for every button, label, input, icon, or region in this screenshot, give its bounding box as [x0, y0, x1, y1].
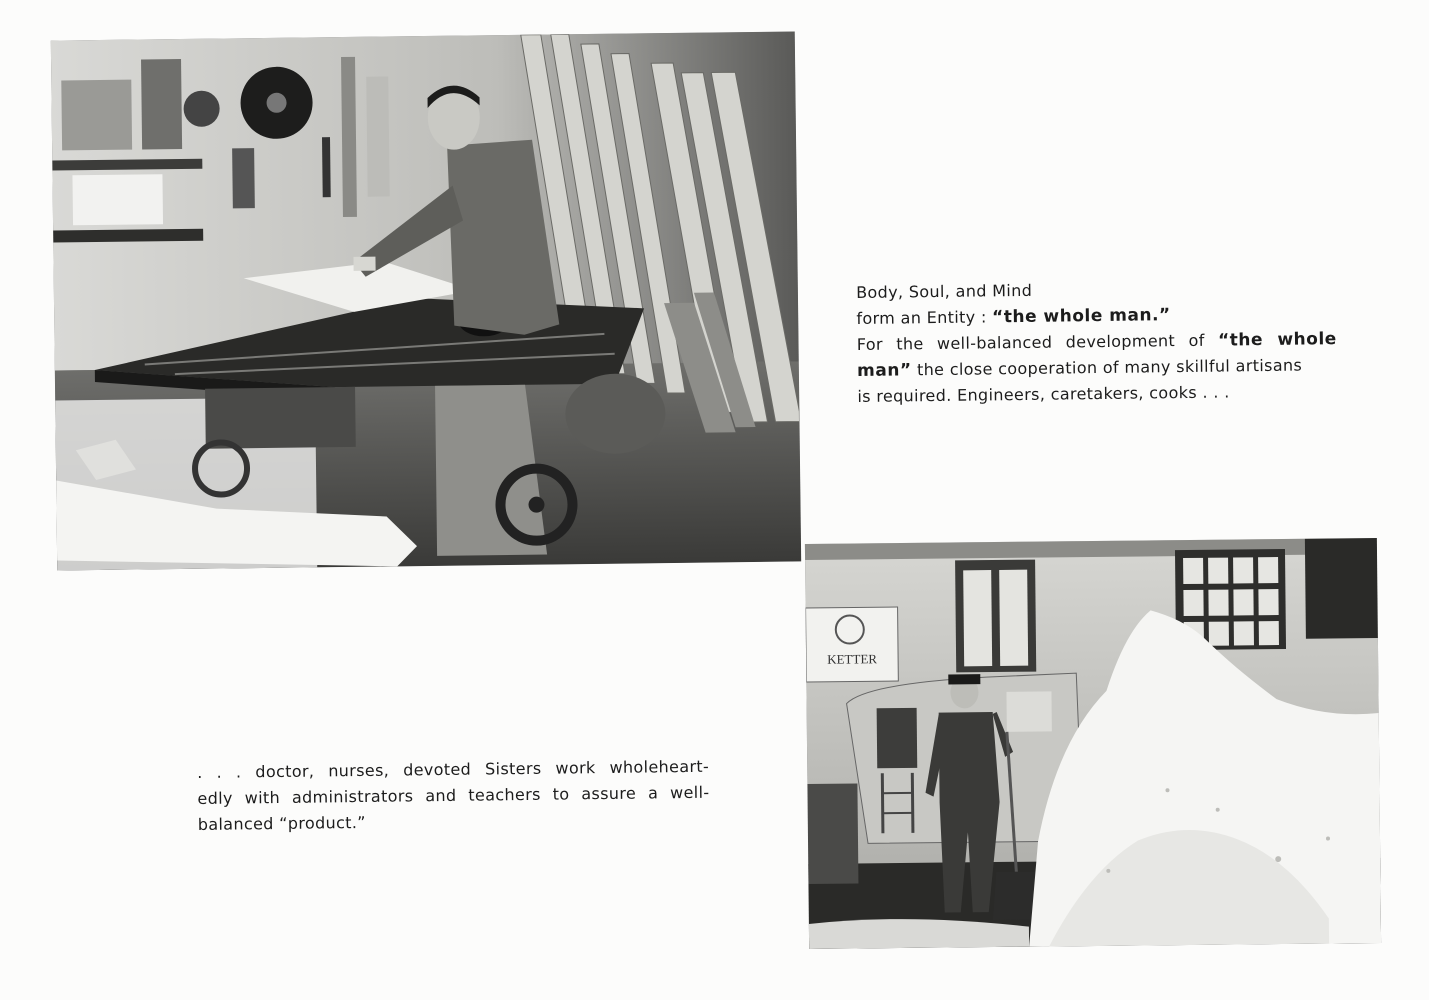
- caption-top-line-1: Body, Soul, and Mind: [856, 280, 1033, 302]
- caption-top-line-4-text: the close cooperation of many skillful artisans: [911, 355, 1303, 380]
- shop-sign-text: KETTER: [827, 651, 878, 667]
- shop-sign: [806, 607, 899, 682]
- caption-bottom-line-1: . . . doctor, nurses, devoted Sisters work wholeheart-: [197, 756, 710, 782]
- caption-top-line-5: is required. Engineers, caretakers, cooks . . .: [857, 382, 1230, 406]
- caption-bottom: [197, 754, 710, 838]
- caption-top-line-2-text: form an Entity :: [856, 307, 993, 328]
- caption-bottom-line-2: edly with administrators and teachers to assure a well-: [197, 782, 710, 808]
- caption-bottom-line-3: balanced “product.”: [197, 812, 366, 834]
- caption-top-line-3-text: For the well-balanced development of: [856, 330, 1219, 354]
- caption-top-line-3-bold: “the whole: [1217, 329, 1337, 351]
- caption-top-line-4-bold: man”: [856, 360, 912, 381]
- snow-scene: [805, 538, 1381, 949]
- snow-photo: [805, 538, 1381, 949]
- workshop-scene: [51, 31, 801, 570]
- workshop-photo: [51, 31, 801, 570]
- caption-top: [856, 274, 1338, 410]
- caption-top-line-2-bold: “the whole man.”: [992, 305, 1171, 328]
